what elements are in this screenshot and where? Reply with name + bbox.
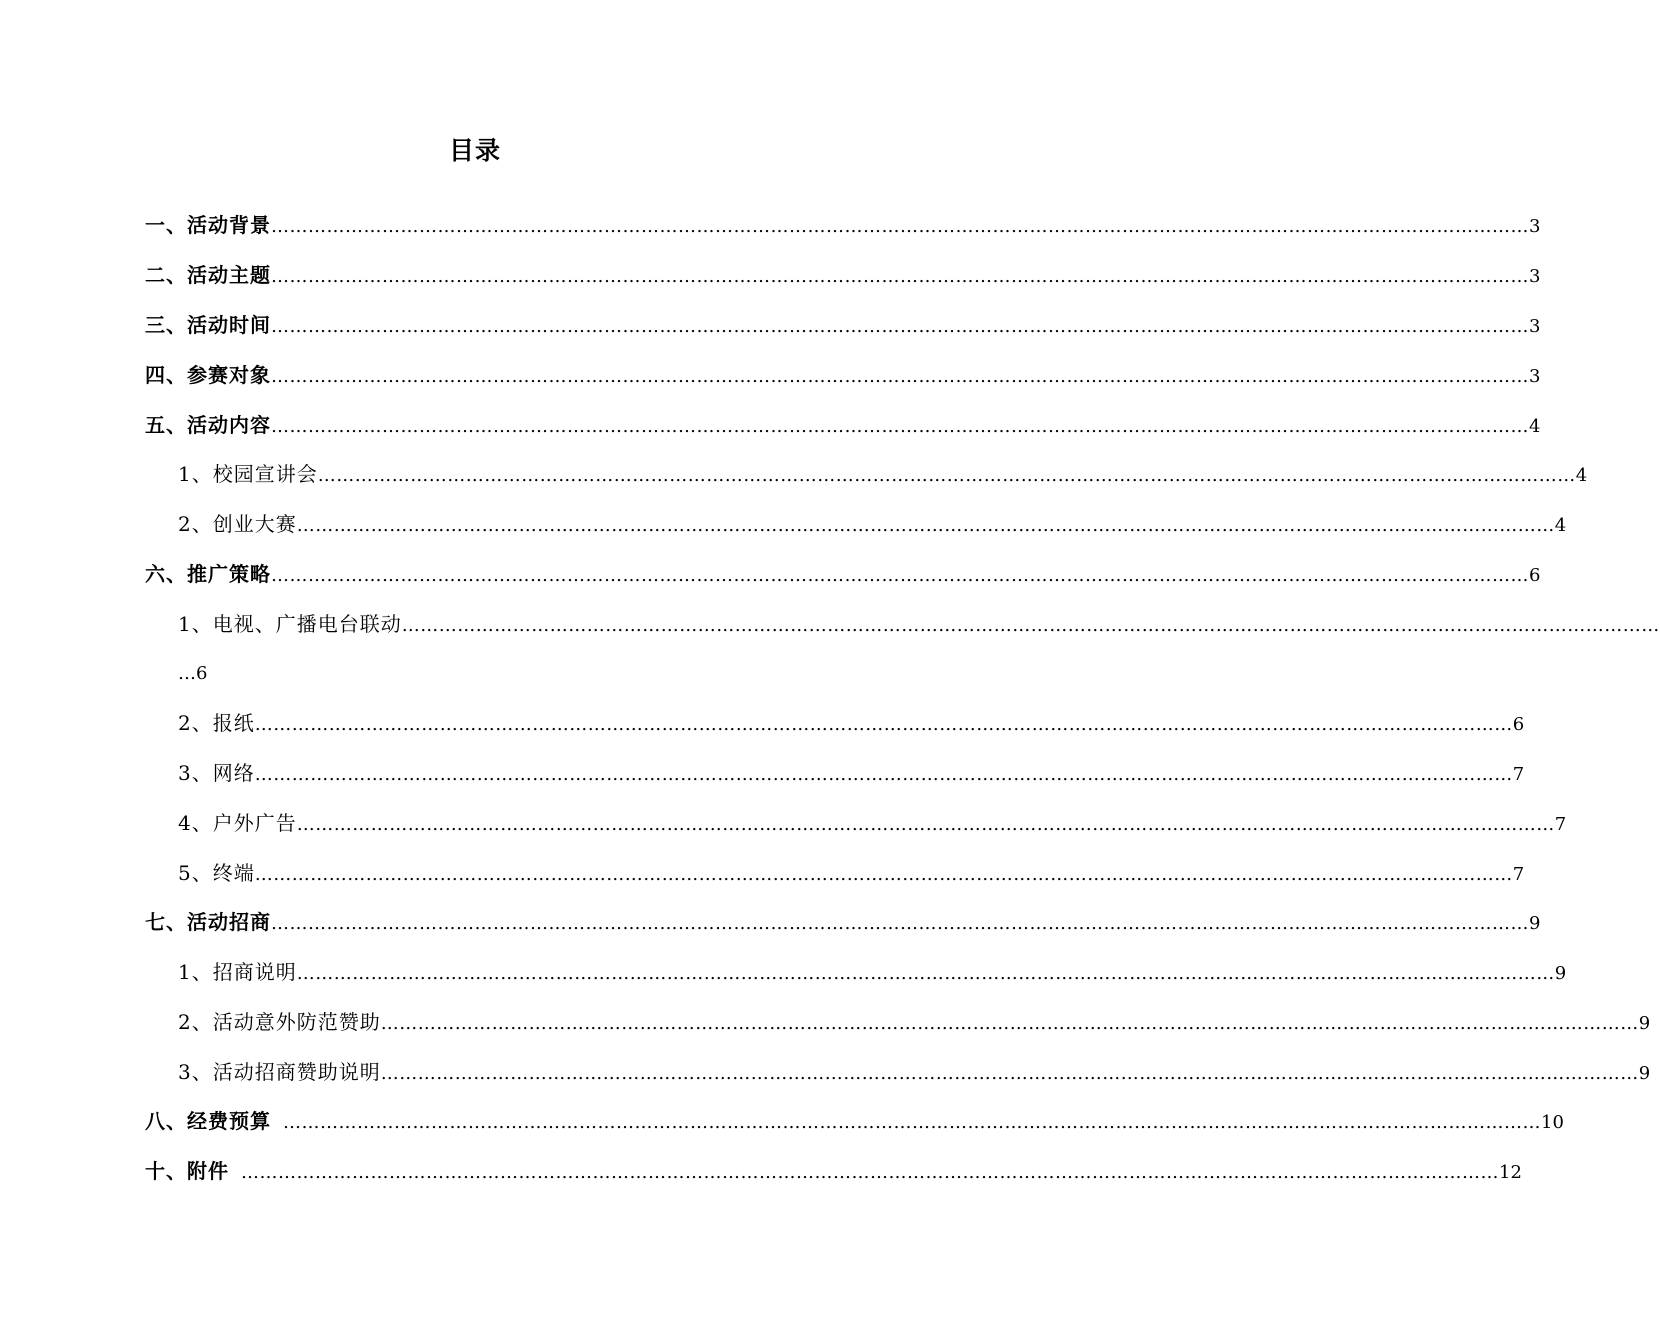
toc-page-number: 12 <box>1499 1162 1522 1183</box>
toc-entry-label: 六、推广策略 <box>145 562 271 586</box>
toc-entry-label: 八、经费预算 <box>145 1109 271 1133</box>
toc-leader-dots: …………………………………………………………………………………………………………………………………………………………………………………… <box>283 1112 1541 1133</box>
toc-page-number: 4 <box>1575 465 1588 486</box>
toc-entry-label: 1、校园宣讲会 <box>178 462 318 486</box>
toc-leader-dots: …………………………………………………………………………………………………………………………………………………………………………………… <box>271 216 1529 237</box>
toc-leader-dots: …………………………………………………………………………………………………………………………………………………………………………………… <box>296 963 1555 984</box>
toc-subentry-sponsorship-notes[interactable] <box>178 1057 1651 1087</box>
toc-subentry-tv-radio-continuation[interactable] <box>178 659 207 689</box>
toc-leader-dots: …………………………………………………………………………………………………………………………………………………………………………………… <box>271 416 1529 437</box>
toc-leader-dots: …………………………………………………………………………………………………………………………………………………………………………………… <box>401 615 1660 636</box>
toc-subentry-outdoor-ads[interactable] <box>178 808 1567 838</box>
toc-leader-dots: …………………………………………………………………………………………………………………………………………………………………………………… <box>271 565 1529 586</box>
toc-page-number: 9 <box>1638 1063 1651 1084</box>
toc-page-number: 4 <box>1554 515 1567 536</box>
toc-entry-label: 2、创业大赛 <box>178 512 297 536</box>
toc-entry-label: 2、活动意外防范赞助 <box>178 1010 381 1034</box>
toc-entry-label: 二、活动主题 <box>145 263 271 287</box>
toc-entry-label: 3、网络 <box>178 761 255 785</box>
toc-entry-label: 五、活动内容 <box>145 413 271 437</box>
toc-entry-label: 3、活动招商赞助说明 <box>178 1060 381 1084</box>
toc-leader-dots: …………………………………………………………………………………………………………………………………………………………………………………… <box>296 515 1555 536</box>
toc-entry-label: 三、活动时间 <box>145 313 271 337</box>
toc-leader-dots: …………………………………………………………………………………………………………………………………………………………………………………… <box>271 266 1529 287</box>
toc-page-number: 7 <box>1512 864 1525 885</box>
toc-entry-label: 4、户外广告 <box>178 811 297 835</box>
toc-page-number: 3 <box>1529 266 1541 287</box>
toc-page-number: 3 <box>1529 316 1541 337</box>
toc-page-number: 6 <box>1512 714 1525 735</box>
toc-entry-label: 一、活动背景 <box>145 213 271 237</box>
toc-entry-activity-theme[interactable] <box>145 260 1541 290</box>
toc-page-number: 6 <box>1529 565 1541 586</box>
toc-page-number: 9 <box>1638 1013 1651 1034</box>
toc-entry-appendix[interactable] <box>145 1156 1522 1186</box>
toc-leader-dots: …………………………………………………………………………………………………………………………………………………………………………………… <box>271 366 1529 387</box>
toc-subentry-startup-contest[interactable] <box>178 509 1567 539</box>
toc-leader-dots: …………………………………………………………………………………………………………………………………………………………………………………… <box>380 1013 1639 1034</box>
toc-leader-dots: …………………………………………………………………………………………………………………………………………………………………………………… <box>380 1063 1639 1084</box>
toc-entry-activity-content[interactable] <box>145 410 1541 440</box>
toc-subentry-newspaper[interactable] <box>178 708 1525 738</box>
toc-entry-activity-time[interactable] <box>145 310 1541 340</box>
toc-subentry-internet[interactable] <box>178 758 1525 788</box>
toc-leader-dots: …………………………………………………………………………………………………………………………………………………………………………………… <box>254 864 1513 885</box>
toc-entry-label: 十、附件 <box>145 1159 229 1183</box>
toc-entry-label: 四、参赛对象 <box>145 363 271 387</box>
toc-leader-dots: …………………………………………………………………………………………………………………………………………………………………………………… <box>254 764 1513 785</box>
toc-page-number: 10 <box>1541 1112 1564 1133</box>
toc-subentry-investment-notes[interactable] <box>178 957 1567 987</box>
toc-leader-dots: …………………………………………………………………………………………………………………………………………………………………………………… <box>241 1162 1499 1183</box>
toc-page-number: 4 <box>1529 416 1541 437</box>
toc-subentry-campus-talk[interactable] <box>178 459 1588 489</box>
toc-entry-label: 1、电视、广播电台联动 <box>178 612 402 636</box>
toc-page-number: 7 <box>1554 814 1567 835</box>
toc-entry-budget[interactable] <box>145 1106 1564 1136</box>
toc-subentry-terminal[interactable] <box>178 858 1525 888</box>
toc-entry-label: 1、招商说明 <box>178 960 297 984</box>
toc-entry-label: 2、报纸 <box>178 711 255 735</box>
toc-page-number: 9 <box>1529 913 1541 934</box>
toc-subentry-tv-radio[interactable] <box>178 609 1660 639</box>
toc-leader-dots: …………………………………………………………………………………………………………………………………………………………………………………… <box>271 913 1529 934</box>
toc-leader-dots: …………………………………………………………………………………………………………………………………………………………………………………… <box>317 465 1576 486</box>
toc-entry-participants[interactable] <box>145 360 1541 390</box>
toc-entry-label: 七、活动招商 <box>145 910 271 934</box>
toc-leader-dots: …………………………………………………………………………………………………………………………………………………………………………………… <box>271 316 1529 337</box>
toc-entry-promotion-strategy[interactable] <box>145 559 1541 589</box>
toc-leader-dots: …………………………………………………………………………………………………………………………………………………………………………………… <box>254 714 1513 735</box>
toc-entry-label: 5、终端 <box>178 861 255 885</box>
toc-page-number: 7 <box>1512 764 1525 785</box>
toc-title: 目录 <box>448 136 501 165</box>
toc-entry-investment-attraction[interactable] <box>145 907 1541 937</box>
toc-subentry-accident-sponsorship[interactable] <box>178 1007 1651 1037</box>
toc-page-number: 6 <box>196 663 208 684</box>
toc-leader-dots: …………………………………………………………………………………………………………………………………………………………………………………… <box>296 814 1555 835</box>
toc-continuation-dots: … <box>178 663 196 684</box>
toc-page-number: 3 <box>1529 366 1541 387</box>
toc-page-number: 9 <box>1554 963 1567 984</box>
toc-entry-activity-background[interactable] <box>145 210 1541 240</box>
toc-page-number: 3 <box>1529 216 1541 237</box>
